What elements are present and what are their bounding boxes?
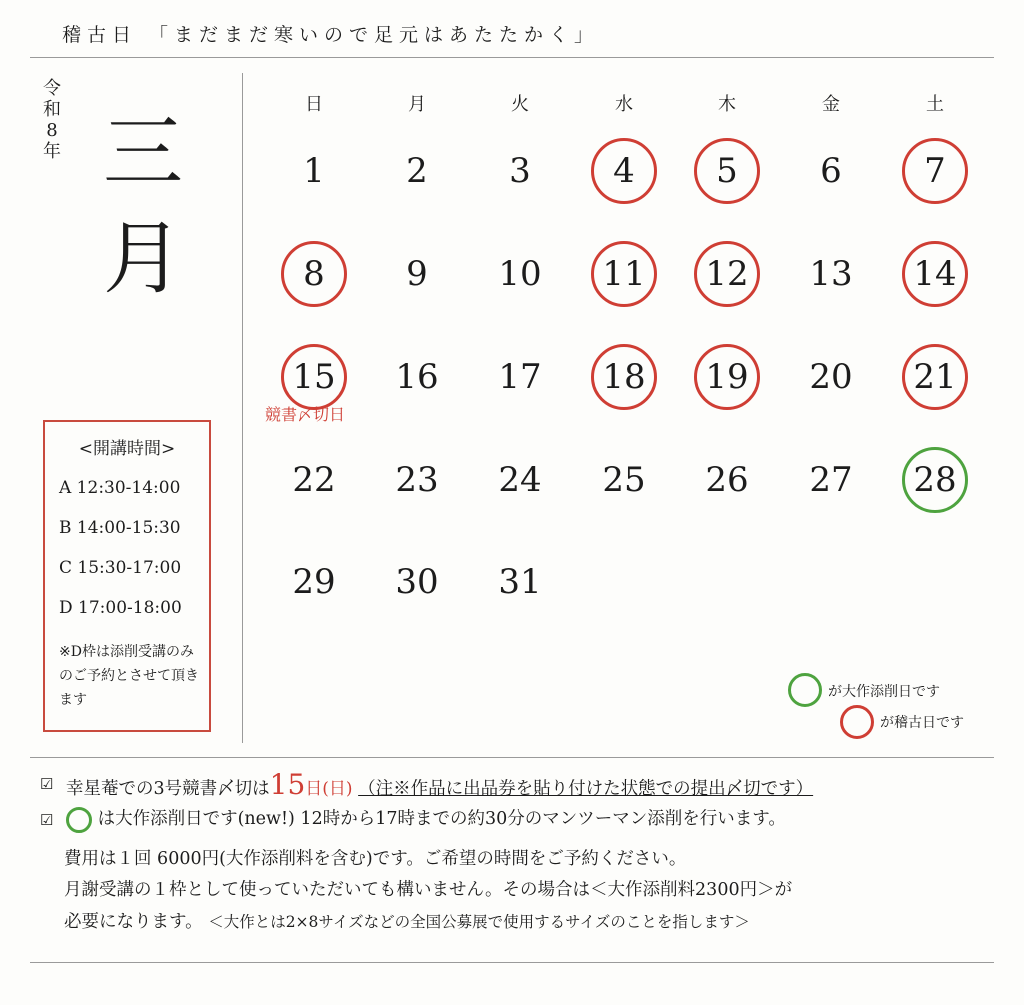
- calendar-day: 18: [602, 357, 646, 397]
- calendar-day: 9: [406, 254, 428, 294]
- slot-c: C 15:30-17:00: [59, 558, 182, 578]
- calendar-day: 14: [913, 254, 957, 294]
- note-2-text: は大作添削日です(new!) 12時から17時までの約30分のマンツーマン添削を行います。: [97, 809, 786, 829]
- checkbox-icon: ☑: [40, 775, 54, 793]
- note-5-text: 必要になります。: [64, 912, 203, 932]
- calendar-day: 28: [913, 460, 957, 500]
- calendar-day: 29: [292, 562, 336, 602]
- weekday-header: 木: [718, 94, 736, 115]
- checkbox-icon: ☑: [40, 811, 54, 829]
- schedule-box: [43, 420, 211, 732]
- note-1-text: 幸星菴での3号競書〆切は: [66, 779, 270, 799]
- calendar-day: 6: [820, 151, 842, 191]
- calendar-day: 26: [705, 460, 749, 500]
- calendar-day: 7: [924, 151, 946, 191]
- calendar-day: 3: [509, 151, 531, 191]
- slot-d: D 17:00-18:00: [59, 598, 182, 618]
- deadline-note: （注※作品に出品券を貼り付けた状態での提出〆切です）: [358, 779, 814, 799]
- note-line-3: 費用は１回 6000円(大作添削料を含む)です。ご希望の時間をご予約ください。: [64, 849, 687, 869]
- weekday-header: 日: [305, 94, 323, 115]
- middle-divider: [30, 757, 994, 758]
- calendar-day: 21: [913, 357, 957, 397]
- calendar-day: 1: [303, 151, 325, 191]
- calendar-day: 11: [602, 254, 646, 294]
- note-line-5: [64, 908, 750, 933]
- calendar-day: 30: [395, 562, 439, 602]
- page-title: 稽古日 「まだまだ寒いので足元はあたたかく」: [62, 24, 600, 46]
- deadline-date-suffix: 日(日): [305, 779, 353, 799]
- calendar-day: 22: [292, 460, 336, 500]
- weekday-header: 金: [822, 94, 840, 115]
- calendar-day: 31: [498, 562, 542, 602]
- legend-green-circle-icon: [788, 673, 822, 707]
- deadline-label: 競書〆切日: [265, 405, 346, 424]
- month-title: 三月: [103, 106, 183, 305]
- calendar-day: 25: [602, 460, 646, 500]
- note-line-1: [66, 768, 813, 801]
- calendar-day: 2: [406, 151, 428, 191]
- weekday-header: 水: [615, 94, 633, 115]
- calendar-day: 23: [395, 460, 439, 500]
- calendar-day: 24: [498, 460, 542, 500]
- weekday-header: 月: [408, 94, 426, 115]
- calendar-day: 17: [498, 357, 542, 397]
- era-year: 令和8年: [43, 78, 61, 162]
- slot-a: A 12:30-14:00: [59, 478, 181, 498]
- deadline-date: 15: [269, 768, 306, 801]
- schedule-note: ※D枠は添削受講のみのご予約とさせて頂きます: [59, 644, 199, 708]
- calendar-day: 16: [395, 357, 439, 397]
- calendar-day: 27: [809, 460, 853, 500]
- slot-b: B 14:00-15:30: [59, 518, 181, 538]
- weekday-header: 土: [926, 94, 944, 115]
- schedule-title: <開講時間>: [78, 439, 176, 459]
- calendar-day: 13: [809, 254, 853, 294]
- left-divider: [242, 73, 243, 743]
- calendar-day: 20: [809, 357, 853, 397]
- note-5-small: ＜大作とは2×8サイズなどの全国公募展で使用するサイズのことを指します＞: [208, 913, 750, 931]
- calendar-day: 19: [705, 357, 749, 397]
- note-line-2: [66, 805, 786, 833]
- top-divider: [30, 57, 994, 58]
- calendar-day: 15: [292, 357, 336, 397]
- bottom-divider: [30, 962, 994, 963]
- calendar-day: 10: [498, 254, 542, 294]
- legend-green-text: が大作添削日です: [828, 684, 940, 700]
- weekday-header: 火: [511, 94, 529, 115]
- calendar-day: 12: [705, 254, 749, 294]
- legend-red-circle-icon: [840, 705, 874, 739]
- green-circle-icon: [66, 807, 92, 833]
- legend-red-text: が稽古日です: [880, 715, 964, 731]
- calendar-day: 8: [303, 254, 325, 294]
- note-line-4: 月謝受講の１枠として使っていただいても構いません。その場合は＜大作添削料2300円＞が: [64, 880, 793, 900]
- calendar-day: 5: [716, 151, 738, 191]
- calendar-day: 4: [613, 151, 635, 191]
